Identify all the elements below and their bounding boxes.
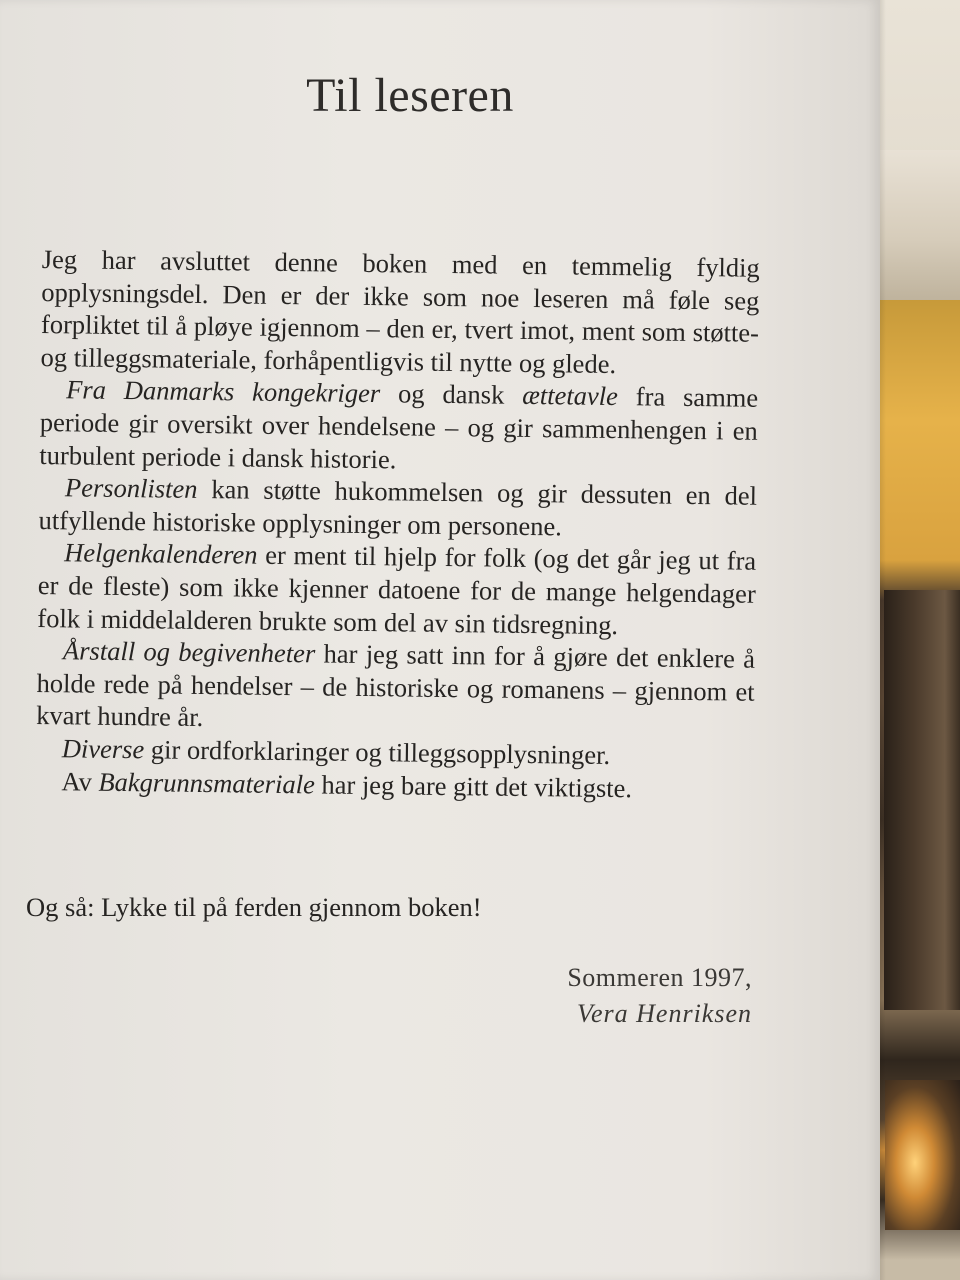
closing-line: Og så: Lykke til på ferden gjennom boken! — [26, 892, 482, 922]
paragraph — [40, 243, 760, 382]
background-wooden-board — [880, 150, 960, 300]
signature-date: Sommeren 1997, — [567, 963, 752, 992]
italic-title-span: Personlisten — [64, 472, 198, 505]
text-span: er ment til hjelp for folk (og det går jeg ut fra er de fleste) som ikke kjenner datoene for de mange helgendager folk i middelalderen brukte som del av sin tidsregning. — [37, 540, 757, 640]
italic-title-span: Fra Danmarks kongekriger — [66, 374, 381, 409]
italic-title-span: ættetavle — [522, 380, 619, 412]
body-text — [35, 243, 760, 806]
text-span: fra samme periode gir oversikt over hendelsene – og gir sammenhengen i en turbulent periode i dansk historie. — [39, 381, 759, 474]
italic-title-span: Årstall og begivenheter — [62, 635, 316, 669]
text-span: har jeg bare gitt det viktigste. — [314, 768, 633, 803]
text-span: har jeg satt inn for å gjøre det enklere å holde rede på hendelser – de historiske og romanens – gjennom et kvart hundre år. — [36, 638, 756, 733]
signature-author: Vera Henriksen — [576, 999, 752, 1028]
italic-title-span: Diverse — [61, 733, 145, 765]
italic-title-span: Helgenkalenderen — [64, 537, 258, 570]
signature-block — [567, 960, 752, 1032]
paragraph — [39, 373, 758, 480]
italic-title-span: Bakgrunnsmateriale — [98, 766, 316, 799]
paragraph — [36, 634, 755, 741]
page-title: Til leseren — [306, 69, 514, 122]
background-book-spine — [884, 590, 960, 1010]
text-span: kan støtte hukommelsen og gir dessuten en del utfyllende historiske opplysninger om personene. — [38, 474, 758, 542]
background-lamp-glow — [885, 1080, 960, 1230]
text-span: Jeg har avsluttet denne boken med en temmelig fyldig opplysningsdel. Den er der ikke som noe leseren må føle seg forpliktet til å pløye igjennom – den er, tvert imot, ment som støtte- og tilleggsmateriale, forhåpentligvis til nytte og glede. — [40, 243, 760, 379]
text-span: Av — [61, 765, 99, 797]
paragraph — [38, 471, 757, 545]
paragraph — [37, 536, 756, 643]
text-span: og dansk — [380, 378, 523, 411]
text-span: gir ordforklaringer og tilleggsopplysninger. — [144, 734, 611, 770]
